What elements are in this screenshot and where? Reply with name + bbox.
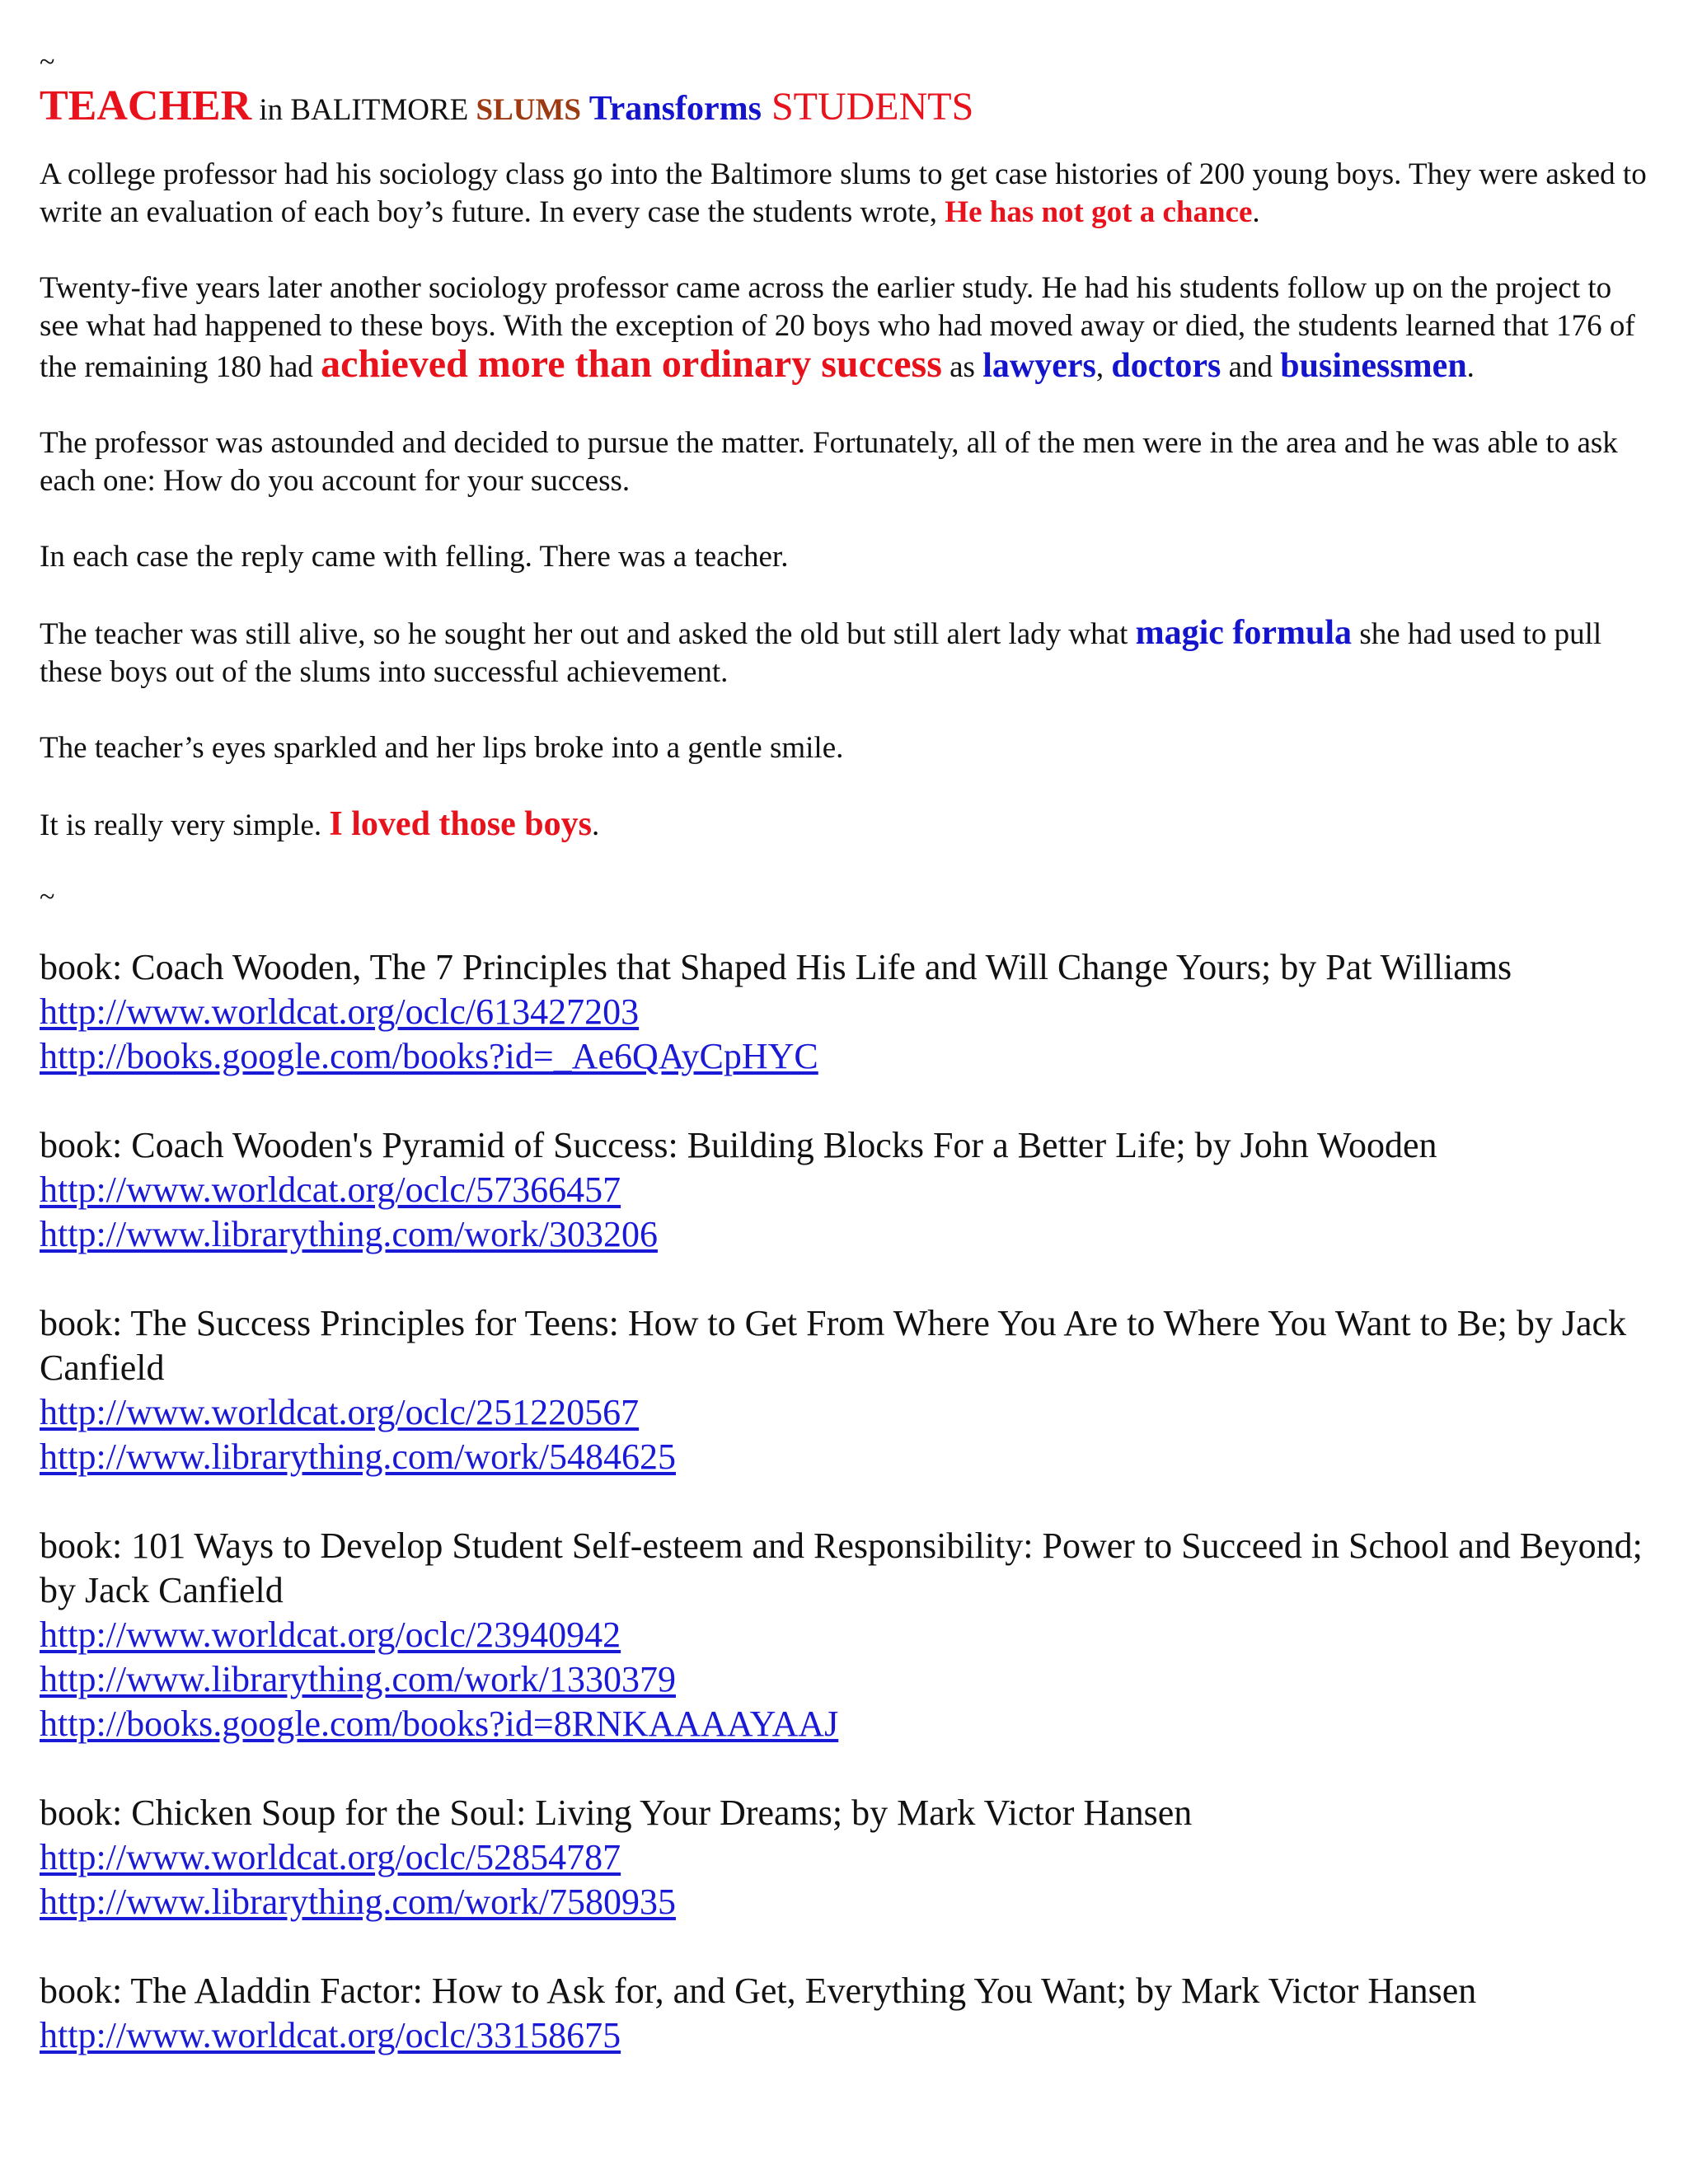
book-entry [40,1123,1655,1257]
title-word-transforms: Transforms [581,90,762,128]
story-p5-end: she had used to pull these boys out of the slums into successful achievement. [40,617,1602,689]
story-p2-end: . [1466,350,1475,384]
story-p2-emphasis-lawyers: lawyers [982,347,1096,385]
title-word-students: STUDENTS [761,85,974,129]
book-entry [40,1791,1655,1924]
story-p7-text: It is really very simple. [40,808,330,842]
book-link[interactable]: http://books.google.com/books?id=_Ae6QAyCpHYC [40,1036,818,1076]
book-link[interactable]: http://www.worldcat.org/oclc/613427203 [40,991,640,1032]
book-title: book: Coach Wooden, The 7 Principles that Shaped His Life and Will Change Yours; by Pat Williams [40,947,1512,987]
title-word-teacher: TEACHER [40,82,252,129]
story-paragraph-3: The professor was astounded and decided to pursue the matter. Fortunately, all of the men were in the area and he was able to ask each one: How do you account for your success. [40,426,1618,498]
book-title: book: 101 Ways to Develop Student Self-esteem and Responsibility: Power to Succeed in School and Beyond; by Jack Canfield [40,1526,1643,1610]
book-link[interactable]: http://www.worldcat.org/oclc/33158675 [40,2015,621,2055]
story-paragraph-2 [40,269,1655,387]
story-paragraph-5 [40,614,1655,691]
book-link[interactable]: http://books.google.com/books?id=8RNKAAAAYAAJ [40,1704,839,1744]
story-p2-emphasis-success: achieved more than ordinary success [321,342,942,386]
story-p2-emphasis-businessmen: businessmen [1280,347,1467,385]
book-link[interactable]: http://www.worldcat.org/oclc/57366457 [40,1169,621,1210]
book-link[interactable]: http://www.librarything.com/work/303206 [40,1214,658,1254]
book-link[interactable]: http://www.librarything.com/work/1330379 [40,1659,676,1699]
story-p2-mid-3: and [1221,350,1281,384]
book-link[interactable]: http://www.worldcat.org/oclc/52854787 [40,1837,621,1877]
story-p2-text: Twenty-five years later another sociology professor came across the earlier study. He had his students follow up on the project to see what had happened to these boys. With the exception of 20 boys who had moved away or died, the students learned that 176 of the remaining 180 had [40,271,1635,384]
story-paragraph-6: The teacher’s eyes sparkled and her lips broke into a gentle smile. [40,731,844,765]
book-entry [40,1524,1655,1746]
book-entry [40,945,1655,1079]
story-paragraph-1 [40,156,1655,232]
story-p2-mid-2: , [1095,350,1112,384]
story-p2-emphasis-doctors: doctors [1111,347,1221,385]
title-word-slums: SLUMS [476,93,581,127]
story-p5-emphasis: magic formula [1135,614,1353,652]
story-p1-emphasis: He has not got a chance [945,195,1253,229]
story-paragraph-7 [40,805,1655,845]
story-p1-text: A college professor had his sociology class go into the Baltimore slums to get case histories of 200 young boys. They were asked to write an evaluation of each boy’s future. In every case the students wrote, [40,157,1647,229]
story-p2-mid-1: as [941,350,983,384]
book-link[interactable]: http://www.librarything.com/work/7580935 [40,1882,676,1922]
title-word-in-baltimore: in BALITMORE [251,93,476,127]
book-link[interactable]: http://www.worldcat.org/oclc/251220567 [40,1392,640,1432]
bottom-tilde: ~ [40,882,55,912]
book-entry [40,1301,1655,1479]
story-p5-text: The teacher was still alive, so he sought her out and asked the old but still alert lady what [40,617,1136,651]
book-entry [40,1969,1655,2058]
book-list [40,945,1655,2058]
book-title: book: The Aladdin Factor: How to Ask for, and Get, Everything You Want; by Mark Victor Hansen [40,1971,1477,2011]
book-title: book: Chicken Soup for the Soul: Living Your Dreams; by Mark Victor Hansen [40,1793,1193,1833]
story-p7-end: . [591,808,600,842]
book-link[interactable]: http://www.librarything.com/work/5484625 [40,1436,676,1477]
book-title: book: Coach Wooden's Pyramid of Success: Building Blocks For a Better Life; by John Wooden [40,1125,1437,1165]
story-p1-end: . [1252,195,1260,229]
page-title [40,79,1688,138]
top-tilde: ~ [40,47,55,77]
story-paragraph-4: In each case the reply came with felling. There was a teacher. [40,540,789,574]
story-p7-emphasis: I loved those boys [329,805,592,843]
book-link[interactable]: http://www.worldcat.org/oclc/23940942 [40,1615,621,1655]
book-title: book: The Success Principles for Teens: How to Get From Where You Are to Where You Want to Be; by Jack Canfield [40,1303,1627,1388]
